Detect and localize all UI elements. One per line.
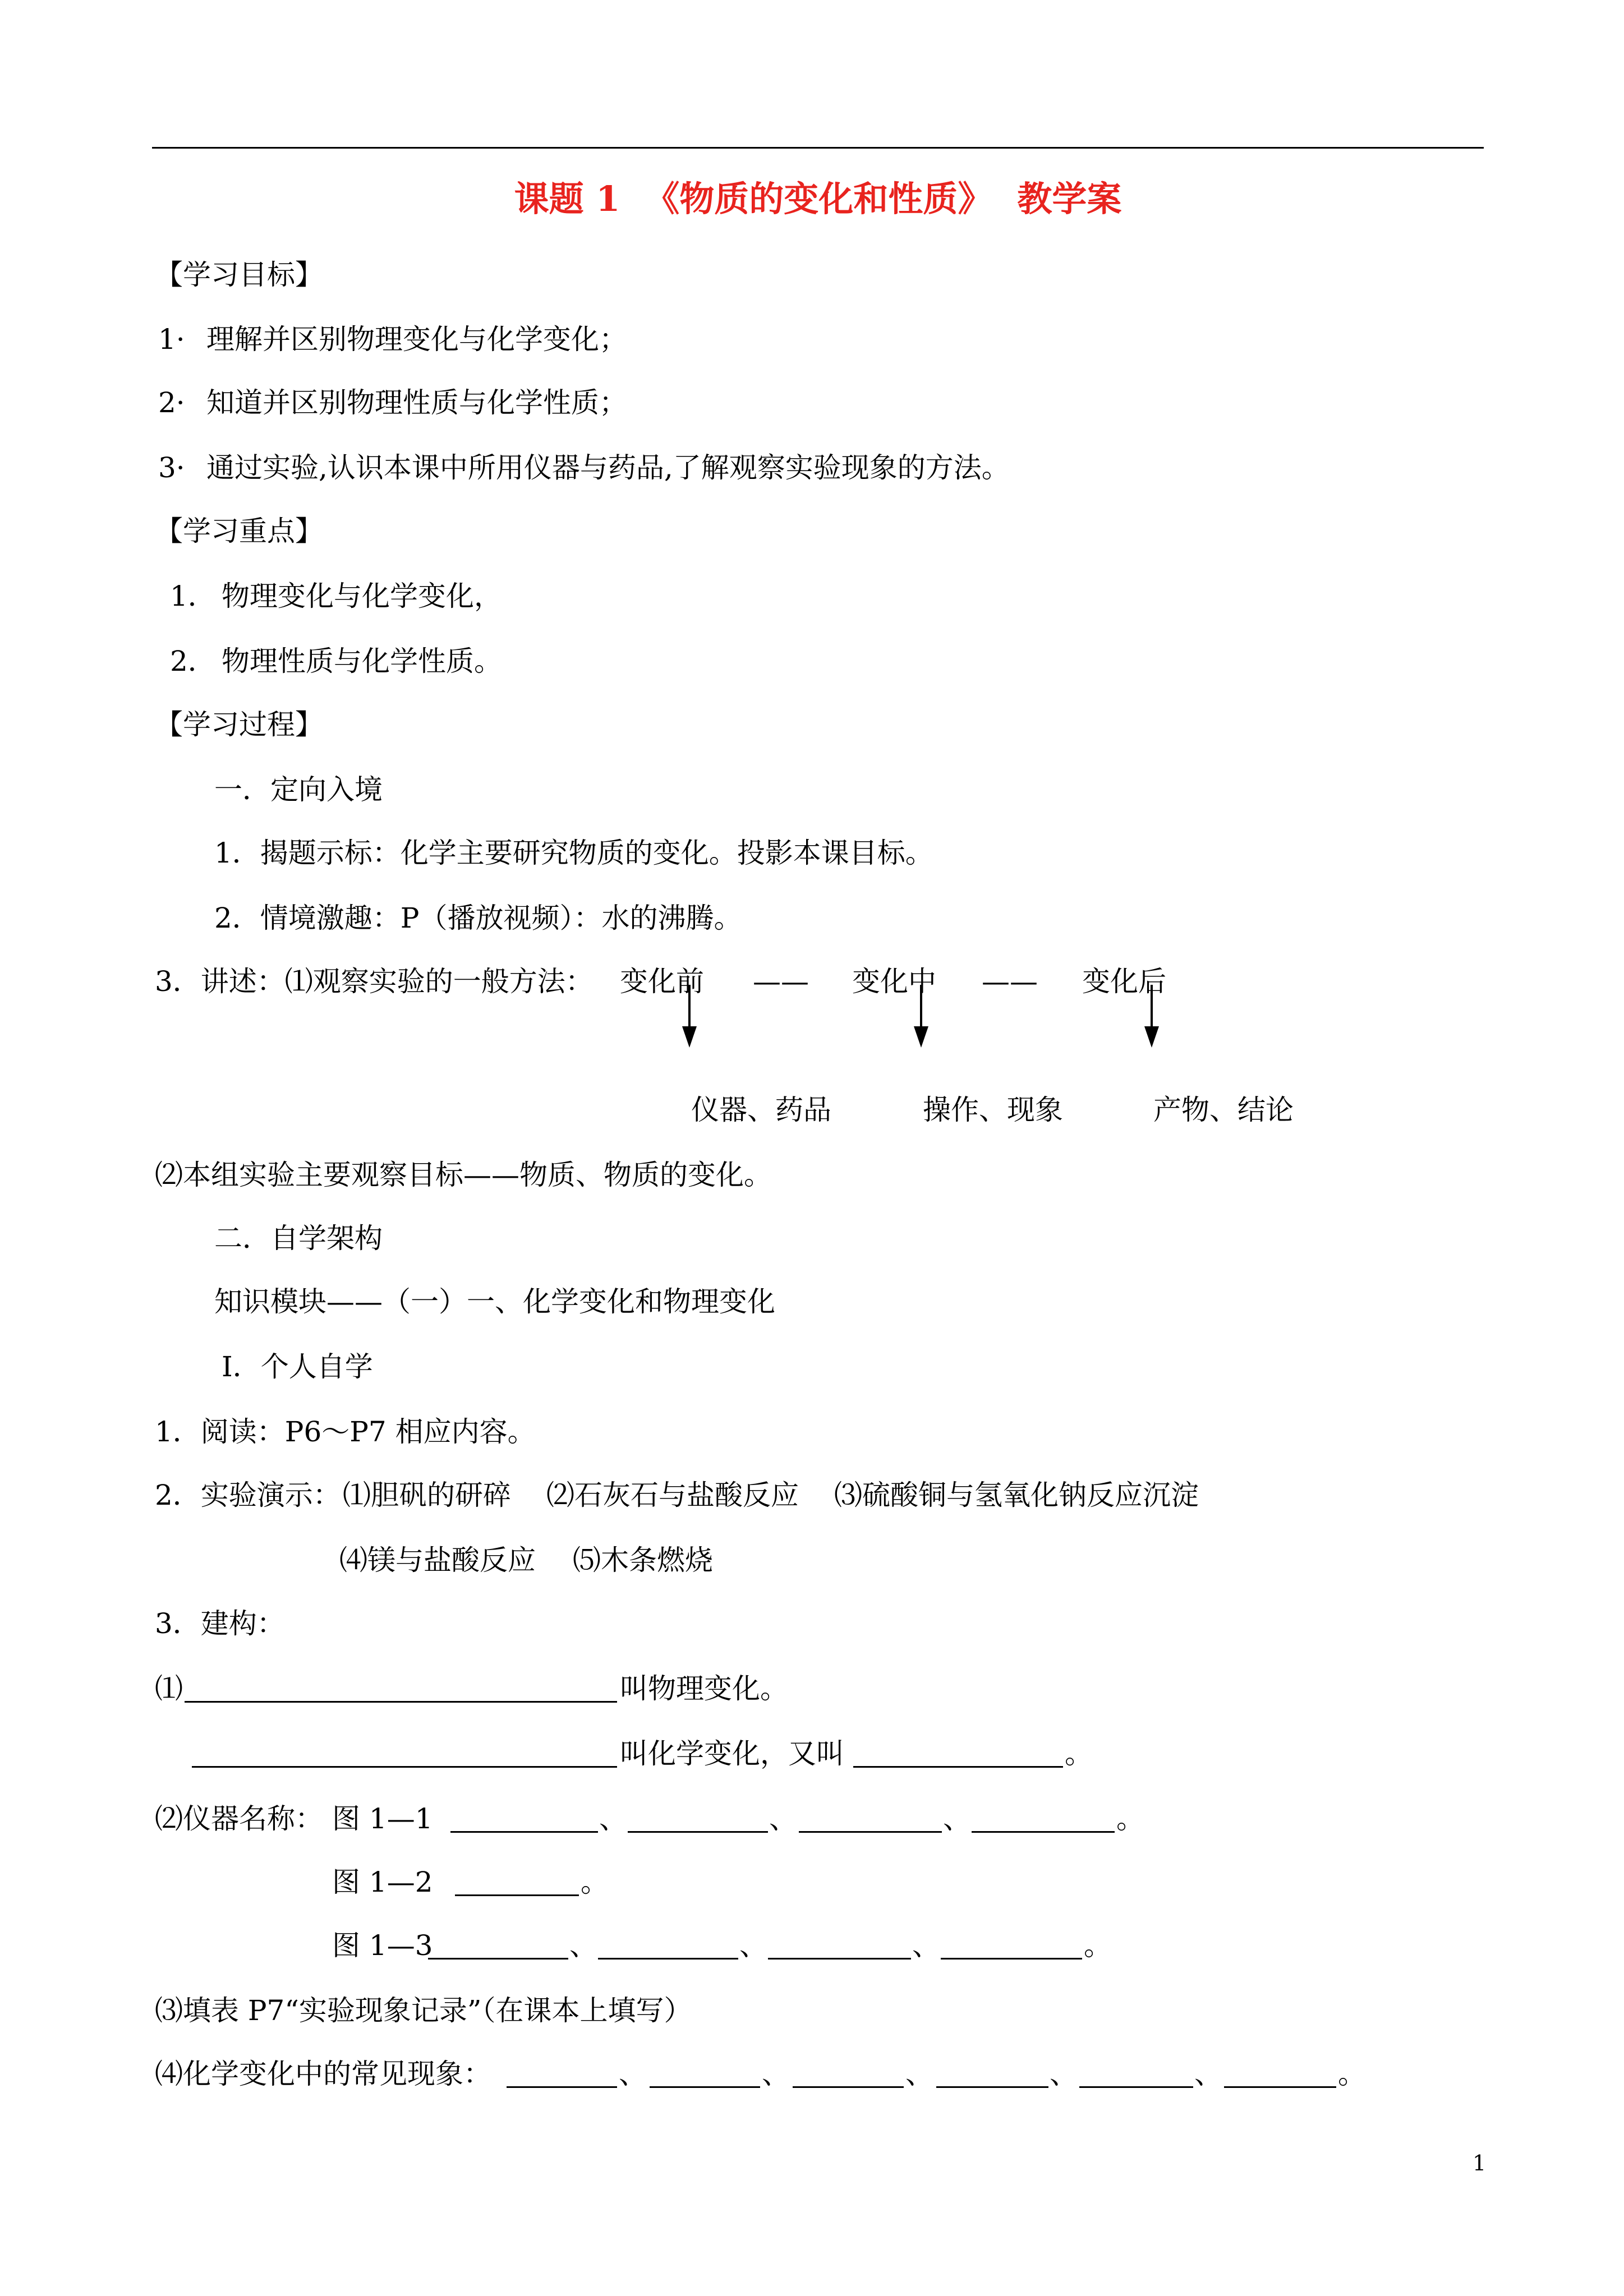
flow-outcome: 操作、现象: [923, 1094, 1063, 1126]
answer-blank: [972, 1803, 1115, 1833]
answer-blank: [941, 1930, 1082, 1960]
self-study-title: Ⅰ．个人自学: [222, 1350, 373, 1383]
focus-item: [170, 646, 502, 677]
answer-blank: [628, 1803, 768, 1833]
list-separator: 、: [1050, 2058, 1078, 2090]
answer-blank: [1224, 2058, 1336, 2088]
list-separator: 、: [943, 1802, 971, 1835]
flow-stage: 变化后: [1082, 965, 1166, 998]
list-separator: 、: [739, 1929, 767, 1962]
item-number: 2．: [170, 645, 216, 677]
demo-item: ⑸木条燃烧: [573, 1544, 713, 1576]
item-number: 1·: [158, 323, 185, 356]
focus-item: [170, 580, 502, 612]
flow-outcome: 仪器、药品: [691, 1094, 831, 1126]
title-lesson-number: 课题 1: [514, 178, 620, 219]
answer-blank: [793, 2058, 904, 2088]
process-note: ⑵本组实验主要观察目标——物质、物质的变化。: [155, 1159, 772, 1191]
process-step: 1．揭题示标：化学主要研究物质的变化。投影本课目标。: [214, 837, 933, 869]
page-title: [152, 179, 1484, 219]
answer-blank: [598, 1930, 738, 1960]
item-text: 知道并区别物理性质与化学性质；: [206, 386, 627, 419]
module-title: 知识模块——（一）一、化学变化和物理变化: [214, 1285, 775, 1318]
item-number: 1．: [170, 580, 216, 612]
title-doc-type: 教学案: [1017, 178, 1122, 219]
answer-blank: [1079, 2058, 1193, 2088]
reading-task: 1．阅读：P6～P7 相应内容。: [155, 1416, 536, 1448]
end-mark: 。: [581, 1866, 609, 1898]
question-label: ⑷化学变化中的常见现象：: [155, 2058, 491, 2090]
page-number: 1: [1473, 2151, 1487, 2175]
answer-blank: [650, 2058, 760, 2088]
end-mark: 。: [1065, 1737, 1093, 1770]
item-number: 3·: [158, 451, 185, 484]
end-mark: 。: [1116, 1802, 1144, 1835]
question-label: ⑵仪器名称：: [155, 1802, 323, 1835]
demo-item: ⑶硫酸铜与氢氧化钠反应沉淀: [834, 1479, 1199, 1511]
part-title: 一．定向入境: [214, 773, 383, 806]
answer-blank: [450, 1803, 598, 1833]
answer-blank: [936, 2058, 1048, 2088]
answer-blank: [455, 1866, 579, 1896]
item-number: 2·: [158, 386, 185, 419]
question-text: ⑶填表 P7“实验现象记录”（在课本上填写）: [155, 1994, 692, 2027]
demo-label: 2．实验演示：: [155, 1479, 341, 1511]
answer-blank: [185, 1673, 617, 1703]
item-text: 通过实验,认识本课中所用仪器与药品,了解观察实验现象的方法。: [206, 451, 1010, 484]
process-step: 2．情境激趣：P（播放视频）：水的沸腾。: [214, 902, 742, 934]
list-separator: 、: [905, 2058, 933, 2090]
section-heading-objectives: 【学习目标】: [155, 259, 323, 291]
objective-item: [158, 387, 627, 418]
answer-blank: [507, 2058, 617, 2088]
flow-connector: ——: [753, 965, 809, 998]
demo-item: ⑷镁与盐酸反应: [339, 1544, 536, 1576]
list-separator: 、: [762, 2058, 790, 2090]
part-title: 二．自学架构: [214, 1222, 383, 1255]
end-mark: 。: [1338, 2058, 1366, 2090]
list-separator: 、: [1194, 2058, 1222, 2090]
demo-item: ⑴胆矾的研碎: [343, 1479, 511, 1511]
flow-stage: 变化前: [620, 965, 704, 998]
answer-blank: [853, 1738, 1063, 1768]
flow-stage: 变化中: [852, 965, 936, 998]
section-heading-focus: 【学习重点】: [155, 515, 323, 547]
objective-item: [158, 324, 627, 355]
figure-label: 图 1—2: [332, 1866, 433, 1898]
list-separator: 、: [569, 1929, 597, 1962]
question-text: 叫物理变化。: [620, 1672, 788, 1705]
section-heading-process: 【学习过程】: [155, 708, 323, 741]
list-separator: 、: [912, 1929, 940, 1962]
header-rule: [152, 147, 1484, 149]
process-step: 3．讲述：⑴观察实验的一般方法：: [155, 965, 594, 998]
list-separator: 、: [619, 2058, 647, 2090]
item-text: 物理性质与化学性质。: [222, 645, 502, 677]
list-separator: 、: [769, 1802, 797, 1835]
question-text: 叫化学变化，又叫: [620, 1737, 844, 1770]
answer-blank: [428, 1930, 568, 1960]
title-topic: 《物质的变化和性质》: [645, 178, 993, 219]
end-mark: 。: [1084, 1929, 1112, 1962]
list-separator: 、: [599, 1802, 627, 1835]
objective-item: [158, 452, 1010, 483]
question-number: ⑴: [155, 1672, 183, 1705]
item-text: 物理变化与化学变化，: [222, 580, 502, 612]
construct-label: 3．建构：: [155, 1607, 285, 1640]
answer-blank: [192, 1738, 617, 1768]
demo-item: ⑵石灰石与盐酸反应: [546, 1479, 799, 1511]
flow-connector: ——: [982, 965, 1038, 998]
answer-blank: [768, 1930, 911, 1960]
figure-label: 图 1—3: [332, 1929, 433, 1962]
answer-blank: [799, 1803, 942, 1833]
flow-outcome: 产物、结论: [1153, 1094, 1294, 1126]
figure-label: 图 1—1: [332, 1802, 433, 1835]
item-text: 理解并区别物理变化与化学变化；: [206, 323, 627, 356]
